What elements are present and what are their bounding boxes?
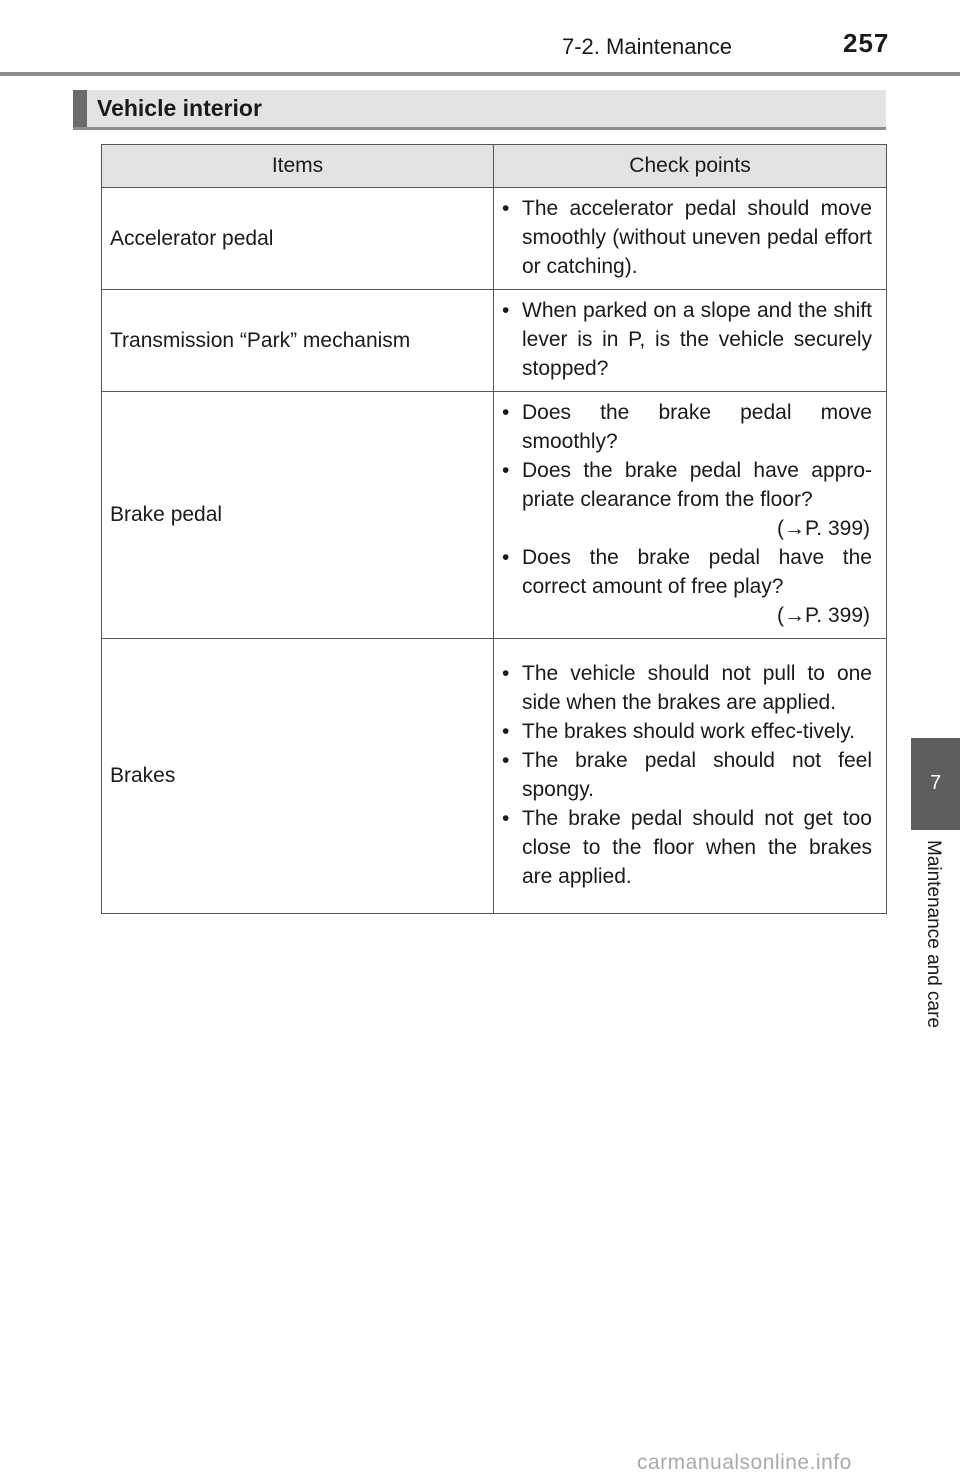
item-cell: Transmission “Park” mechanism xyxy=(102,290,494,392)
bullet-icon: • xyxy=(502,662,510,685)
table-row xyxy=(102,392,887,639)
section-label: 7-2. Maintenance xyxy=(562,34,732,59)
column-header-items: Items xyxy=(102,145,494,188)
check-point xyxy=(502,543,872,630)
check-points-cell xyxy=(494,639,887,914)
bullet-icon: • xyxy=(502,299,510,322)
check-point-text: The brake pedal should not feel spongy. xyxy=(522,749,872,801)
check-points-cell xyxy=(494,188,887,290)
chapter-number: 7 xyxy=(929,772,942,794)
check-point xyxy=(502,746,872,804)
heading-accent-bar xyxy=(73,90,87,127)
check-points-cell xyxy=(494,290,887,392)
page-reference: (→P. 399) xyxy=(777,604,870,627)
bullet-icon: • xyxy=(502,807,510,830)
item-cell: Accelerator pedal xyxy=(102,188,494,290)
chapter-label: Maintenance and care xyxy=(923,840,944,1029)
check-point-text: Does the brake pedal have appro-priate clearance from the floor? xyxy=(522,459,872,511)
bullet-icon: • xyxy=(502,546,510,569)
check-point xyxy=(502,717,872,746)
check-point xyxy=(502,804,872,891)
check-point xyxy=(502,194,872,281)
check-point-text: When parked on a slope and the shift lever is in P, is the vehicle securely stopped? xyxy=(522,299,872,380)
watermark: carmanualsonline.info xyxy=(637,1451,852,1474)
check-point xyxy=(502,398,872,456)
section-heading xyxy=(73,90,886,130)
bullet-icon: • xyxy=(502,197,510,220)
page-header xyxy=(0,0,960,76)
bullet-icon: • xyxy=(502,720,510,743)
page-number: 257 xyxy=(843,28,890,58)
maintenance-check-table xyxy=(101,144,887,914)
section-heading-text: Vehicle interior xyxy=(97,95,262,121)
check-point-text: The accelerator pedal should move smoothly (without uneven pedal effort or catching). xyxy=(522,197,872,278)
check-point xyxy=(502,456,872,543)
header-rule xyxy=(0,72,960,76)
check-point xyxy=(502,659,872,717)
bullet-icon: • xyxy=(502,459,510,482)
bullet-icon: • xyxy=(502,749,510,772)
table-row xyxy=(102,290,887,392)
page-reference: (→P. 399) xyxy=(777,517,870,540)
table-header-row xyxy=(102,145,887,188)
column-header-check-points: Check points xyxy=(494,145,887,188)
chapter-tab xyxy=(911,738,960,830)
item-cell: Brakes xyxy=(102,639,494,914)
table-row xyxy=(102,639,887,914)
item-cell: Brake pedal xyxy=(102,392,494,639)
check-point-text: The vehicle should not pull to one side when the brakes are applied. xyxy=(522,662,872,714)
check-point-text: The brakes should work effec-tively. xyxy=(522,720,856,743)
bullet-icon: • xyxy=(502,401,510,424)
check-point-text: The brake pedal should not get too close to the floor when the brakes are applied. xyxy=(522,807,872,888)
check-point-text: Does the brake pedal have the correct amount of free play? xyxy=(522,546,872,598)
check-point xyxy=(502,296,872,383)
check-point-text: Does the brake pedal move smoothly? xyxy=(522,401,872,453)
table-row xyxy=(102,188,887,290)
check-points-cell xyxy=(494,392,887,639)
